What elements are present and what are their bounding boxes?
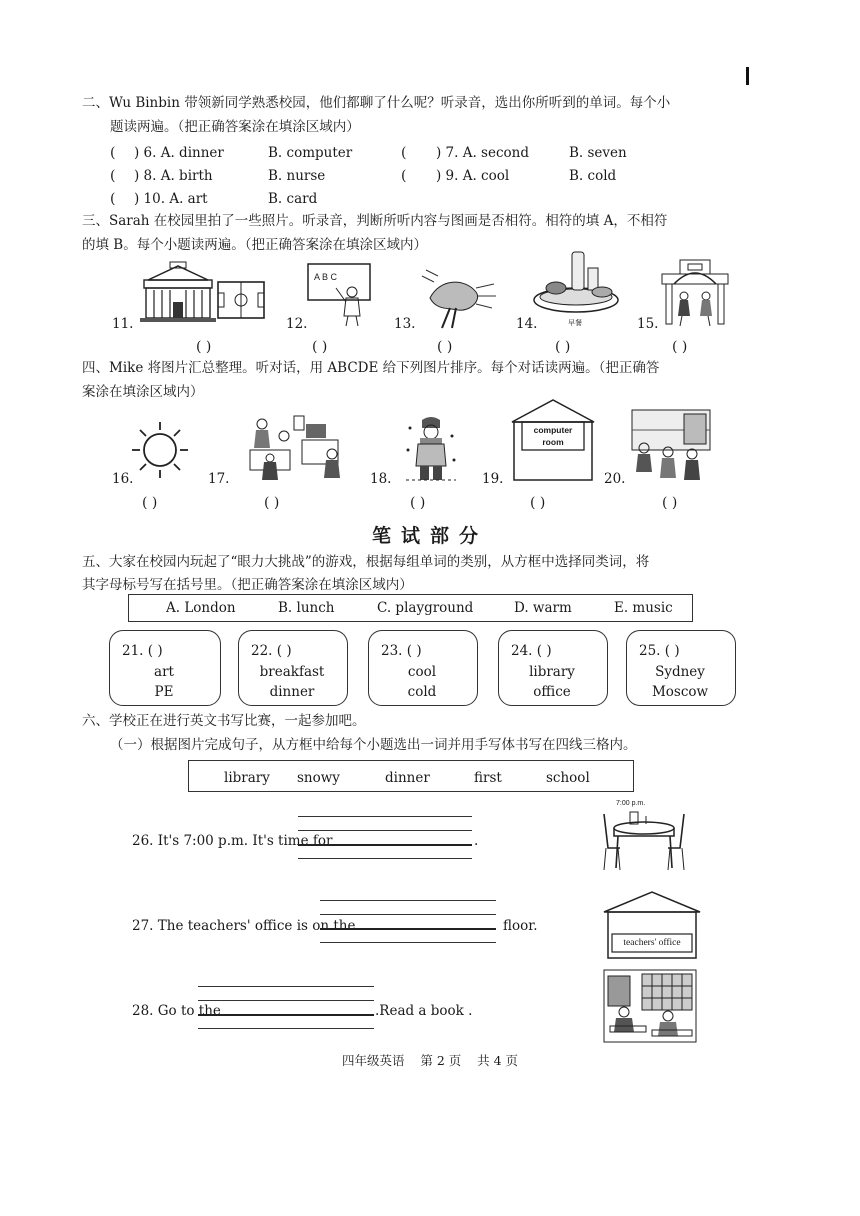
option-a: A. London (166, 600, 236, 616)
sun-picture (130, 420, 190, 480)
word-bank-dinner: dinner (385, 770, 430, 786)
q26-clock-label: 7:00 p.m. (616, 800, 646, 807)
page-corner-mark (746, 67, 749, 85)
answer-paren-19[interactable]: ( ) (530, 495, 546, 511)
q22-word1: breakfast (259, 664, 325, 680)
school-building-picture (138, 262, 268, 324)
section5-heading-line2: 其字母标号写在括号里。（把正确答案涂在填涂区域内） (82, 577, 413, 593)
answer-paren-14[interactable]: ( ) (555, 339, 571, 355)
q18-number: 18. (370, 471, 392, 487)
q27-writing-lines[interactable] (320, 898, 496, 944)
q9-option-b: B. cold (569, 168, 617, 184)
word-bank-library: library (224, 770, 270, 786)
q28-writing-lines[interactable] (198, 984, 374, 1030)
teachers-office-label: teachers' office (623, 938, 681, 948)
section5-heading-line1: 五、大家在校园内玩起了“眼力大挑战”的游戏，根据每组单词的类别，从方框中选择同类词，将 (82, 554, 650, 570)
q25-answer[interactable]: 25. ( ) (639, 643, 680, 659)
breakfast-caption: 早餐 (568, 320, 582, 327)
answer-paren-20[interactable]: ( ) (662, 495, 678, 511)
q8-option-b: B. nurse (268, 168, 326, 184)
q7-option-b: B. seven (569, 145, 627, 161)
q23-word2: cold (407, 684, 437, 700)
child-winter-picture (402, 416, 460, 486)
answer-paren-6[interactable]: ( (110, 145, 116, 161)
library-reading-picture (602, 968, 698, 1044)
q17-number: 17. (208, 471, 230, 487)
written-section-title: 笔试部分 (371, 525, 488, 547)
q20-number: 20. (604, 471, 626, 487)
answer-paren-18[interactable]: ( ) (410, 495, 426, 511)
section3-heading-line2: 的填 B。每个小题读两遍。（把正确答案涂在填涂区域内） (82, 237, 427, 253)
q10-option-a: ) 10. A. art (134, 191, 208, 207)
answer-paren-9[interactable]: ( (401, 168, 407, 184)
answer-paren-12[interactable]: ( ) (312, 339, 328, 355)
q8-option-a: ) 8. A. birth (134, 168, 213, 184)
q25-word2: Moscow (651, 684, 709, 700)
answer-paren-7[interactable]: ( (401, 145, 407, 161)
q21-word1: art (154, 664, 174, 680)
q13-number: 13. (394, 316, 416, 332)
computer-room-label-1: computer (533, 425, 573, 435)
q12-number: 12. (286, 316, 308, 332)
office-workers-picture (240, 410, 352, 482)
q6-option-b: B. computer (268, 145, 353, 161)
teacher-at-blackboard-picture (306, 262, 376, 328)
q26-writing-lines[interactable] (298, 814, 472, 860)
answer-paren-10[interactable]: ( (110, 191, 116, 207)
q27-sentence-end: floor. (503, 918, 538, 934)
section2-heading-line1: 二、Wu Binbin 带领新同学熟悉校园，他们都聊了什么呢？听录音，选出你所听到的单词。每个小 (82, 95, 671, 111)
q25-word1: Sydney (655, 664, 705, 680)
q24-word2: office (533, 684, 571, 700)
q7-option-a: ) 7. A. second (436, 145, 530, 161)
q28-sentence-end: .Read a book . (375, 1003, 473, 1019)
classroom-music-picture (630, 408, 712, 484)
q22-word2: dinner (269, 684, 315, 700)
word-bank-school: school (546, 770, 590, 786)
q22-answer[interactable]: 22. ( ) (251, 643, 292, 659)
q21-word2: PE (154, 684, 174, 700)
answer-paren-15[interactable]: ( ) (672, 339, 688, 355)
q28-sentence: 28. Go to the (132, 1003, 221, 1019)
word-bank-first: first (474, 770, 502, 786)
q6-option-a: ) 6. A. dinner (134, 145, 224, 161)
answer-paren-8[interactable]: ( (110, 168, 116, 184)
section4-heading-line2: 案涂在填涂区域内） (82, 384, 204, 400)
q21-answer[interactable]: 21. ( ) (122, 643, 163, 659)
svg-text:A B C: A B C (314, 272, 338, 282)
section4-heading-line1: 四、Mike 将图片汇总整理。听对话，用 ABCDE 给下列图片排序。每个对话读两遍。（把正确答 (82, 360, 660, 376)
answer-paren-16[interactable]: ( ) (142, 495, 158, 511)
q23-answer[interactable]: 23. ( ) (381, 643, 422, 659)
q11-number: 11. (112, 316, 134, 332)
option-c: C. playground (377, 600, 474, 616)
section3-heading-line1: 三、Sarah 在校园里拍了一些照片。听录音，判断所听内容与图画是否相符。相符的填 A，不相符 (82, 213, 668, 229)
q23-word1: cool (407, 664, 437, 680)
q16-number: 16. (112, 471, 134, 487)
word-bank-snowy: snowy (297, 770, 340, 786)
dinner-table-picture (600, 808, 686, 874)
q15-number: 15. (637, 316, 659, 332)
section6-sub-heading: （一）根据图片完成句子，从方框中给每个小题选出一词并用手写体书写在四线三格内。 (110, 737, 637, 753)
q26-sentence-end: . (474, 833, 479, 849)
answer-paren-11[interactable]: ( ) (196, 339, 212, 355)
teachers-office-picture (602, 890, 702, 960)
page-footer: 四年级英语 第 2 页 共 4 页 (341, 1053, 519, 1068)
option-d: D. warm (514, 600, 572, 616)
q24-answer[interactable]: 24. ( ) (511, 643, 552, 659)
section2-heading-line2: 题读两遍。（把正确答案涂在填涂区域内） (110, 119, 360, 135)
windy-tree-picture (420, 268, 496, 328)
school-gate-picture (660, 258, 730, 328)
option-e: E. music (614, 600, 673, 616)
breakfast-plate-picture (532, 250, 624, 316)
q10-option-b: B. card (268, 191, 318, 207)
q24-word1: library (529, 664, 575, 680)
q9-option-a: ) 9. A. cool (436, 168, 510, 184)
q27-sentence: 27. The teachers' office is on the (132, 918, 356, 934)
option-b: B. lunch (278, 600, 335, 616)
answer-paren-17[interactable]: ( ) (264, 495, 280, 511)
computer-room-label-2: room (542, 437, 564, 447)
answer-paren-13[interactable]: ( ) (437, 339, 453, 355)
q14-number: 14. (516, 316, 538, 332)
section6-heading: 六、学校正在进行英文书写比赛，一起参加吧。 (82, 713, 366, 729)
q19-number: 19. (482, 471, 504, 487)
q26-sentence: 26. It's 7:00 p.m. It's time for (132, 833, 333, 849)
